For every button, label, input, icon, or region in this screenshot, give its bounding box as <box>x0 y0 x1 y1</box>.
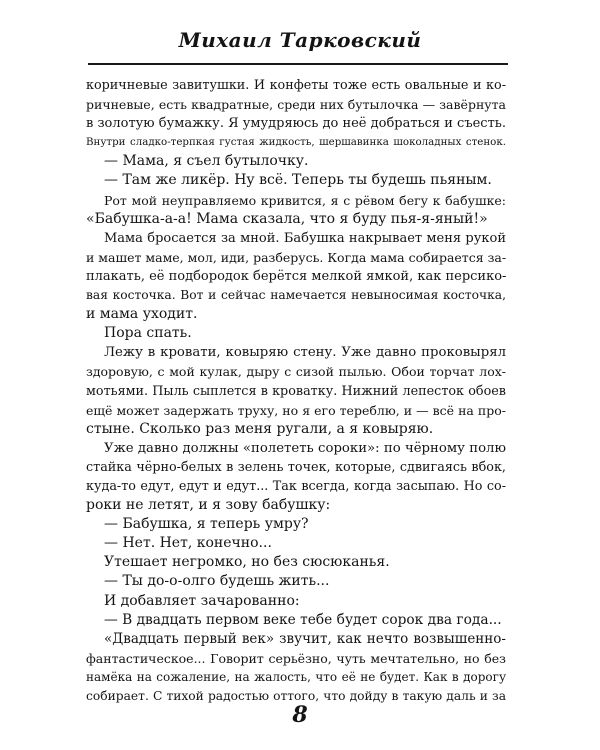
text-line: роки не летят, и я зову бабушку: <box>86 497 331 514</box>
text-line: И добавляет зачарованно: <box>104 592 300 609</box>
text-line: Внутри сладко-терпкая густая жидкость, шершавинка шоколадных стенок. <box>86 136 506 149</box>
text-line: стайка чёрно-белых в зелень точек, которые, сдвигаясь вбок, <box>86 459 506 475</box>
text-line: здоровую, с мой кулак, дыру с сизой пылью. Обои торчат лох- <box>86 364 506 380</box>
text-line: стыне. Сколько раз меня ругали, а я ковыряю. <box>86 420 434 437</box>
text-line: Утешает негромко, но без сюсюканья. <box>104 554 390 571</box>
text-line: — Нет. Нет, конечно... <box>104 535 272 552</box>
header-divider <box>88 63 508 65</box>
text-line: и мама уходит. <box>86 306 198 323</box>
text-line: собирает. С тихой радостью оттого, что дойду в такую даль и за <box>86 689 506 703</box>
text-line: в золотую бумажку. Я умудряюсь до неё добраться и съесть. <box>86 116 506 132</box>
text-line: куда-то едут, едут и едут... Так всегда, когда засыпаю. Но со- <box>86 478 506 494</box>
text-line: намёка на сожаление, на жалость, что её не будет. Как в дорогу <box>86 669 506 684</box>
text-line: Пора спать. <box>104 325 192 342</box>
text-line: ричневые, есть квадратные, среди них бутылочка — завёрнута <box>86 97 506 113</box>
text-line: Лежу в кровати, ковыряю стену. Уже давно проковырял <box>104 345 506 361</box>
text-line: — Бабушка, я теперь умру? <box>104 516 309 533</box>
body-text <box>86 76 506 706</box>
text-line: вая косточка. Вот и сейчас намечается невыносимая косточка, <box>86 288 506 303</box>
text-line: Уже давно должны «полететь сороки»: по чёрному полю <box>104 440 506 456</box>
running-title: Михаил Тарковский <box>178 28 422 52</box>
text-line: ещё может задержать труху, но я его тереблю, и — всё на про- <box>86 402 506 418</box>
text-line: «Двадцать первый век» звучит, как нечто возвышенно- <box>104 630 506 647</box>
text-line: — Мама, я съел бутылочку. <box>104 153 309 170</box>
text-line: фантастическое... Говорит серьёзно, чуть мечтательно, но без <box>86 650 506 666</box>
text-line: плакать, её подбородок берётся мелкой ямкой, как персико- <box>86 268 506 284</box>
text-line: — В двадцать первом веке тебе будет сорок два года... <box>104 611 502 628</box>
text-line: Мама бросается за мной. Бабушка накрывает меня рукой <box>104 230 506 246</box>
text-line: «Бабушка-а-а! Мама сказала, что я буду пья-я-яный!» <box>86 210 488 227</box>
text-line: Рот мой неуправляемо кривится, я с рёвом бегу к бабушке: <box>104 192 506 208</box>
text-line: — Ты до-о-олго будешь жить... <box>104 573 330 590</box>
text-line: коричневые завитушки. И конфеты тоже есть овальные и ко- <box>86 78 506 93</box>
text-line: — Там же ликёр. Ну всё. Теперь ты будешь пьяным. <box>104 172 492 189</box>
text-line: мотьями. Пыль сыплется в кроватку. Нижний лепесток обоев <box>86 383 506 399</box>
text-line: и машет маме, мол, иди, разберусь. Когда мама собирается за- <box>86 249 506 265</box>
page-number: 8 <box>292 702 308 728</box>
